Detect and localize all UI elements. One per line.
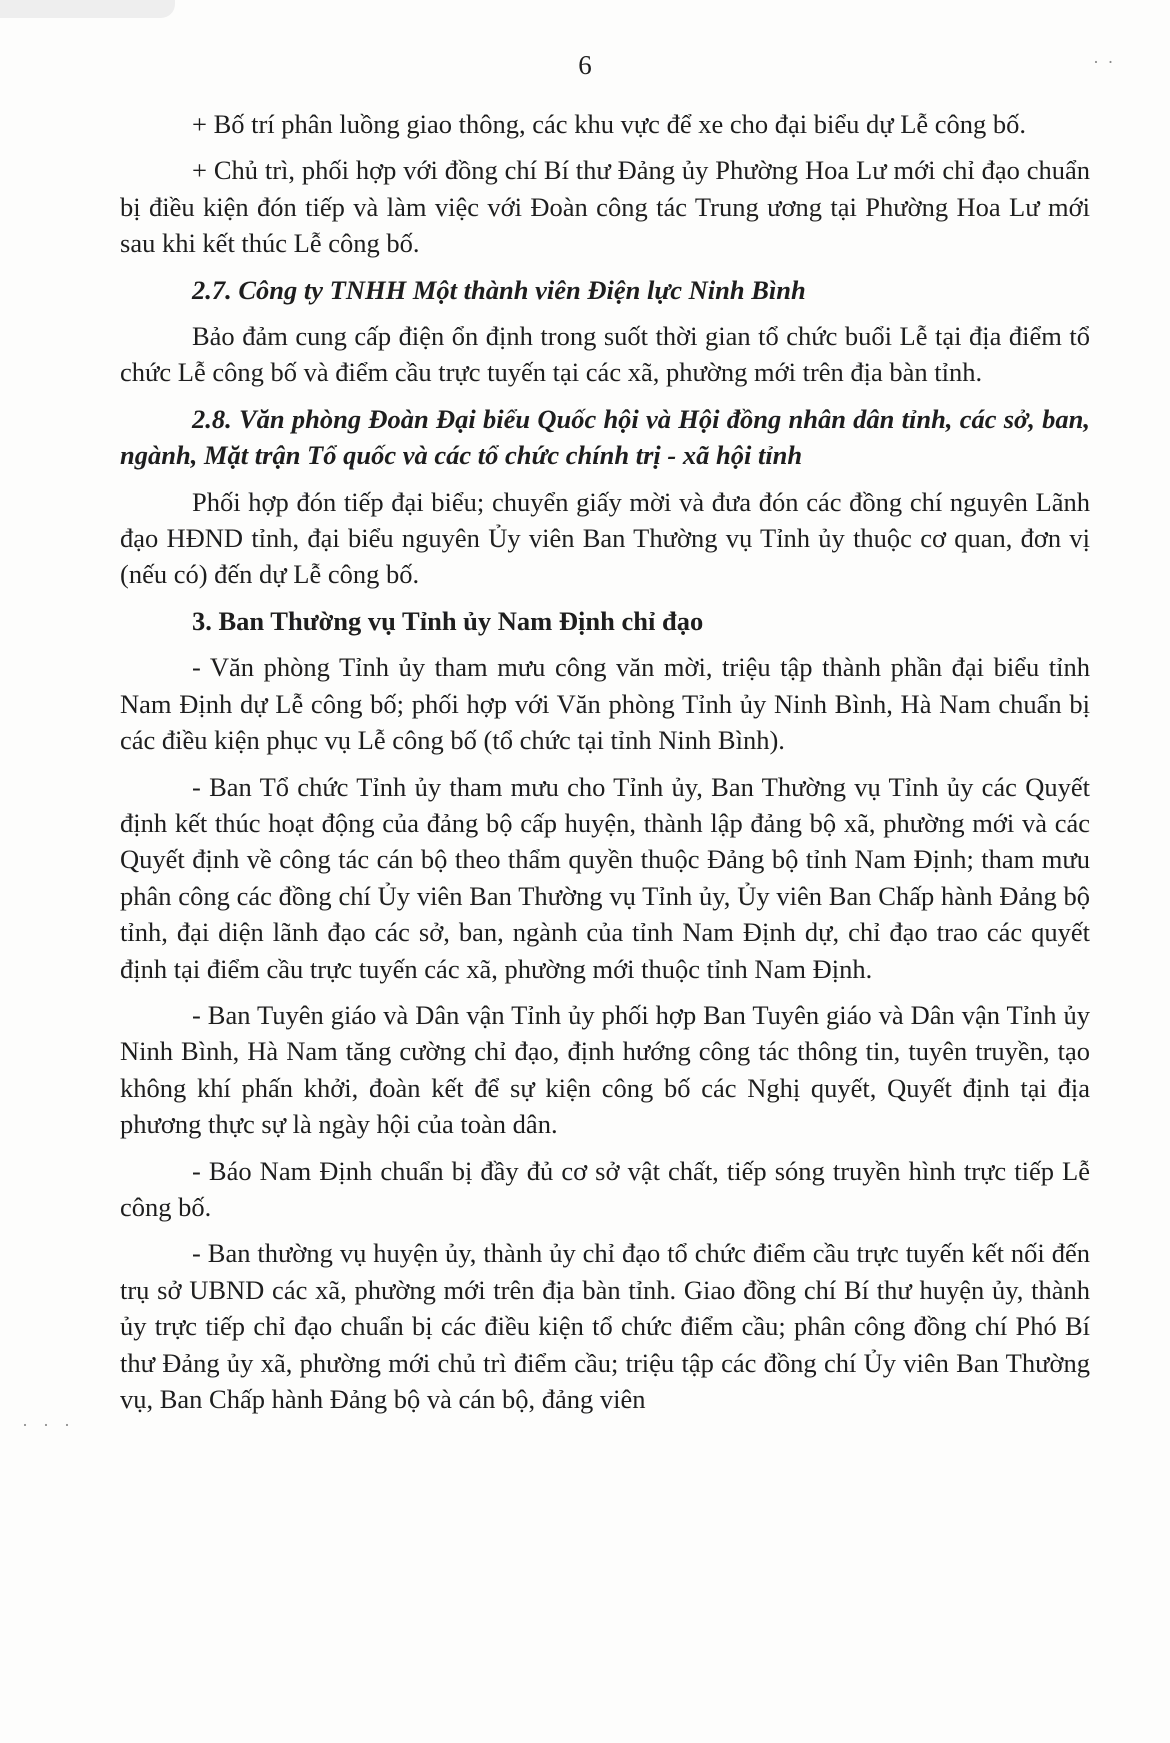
paragraph-organization-board: - Ban Tổ chức Tỉnh ủy tham mưu cho Tỉnh ủy, Ban Thường vụ Tỉnh ủy các Quyết định kết thúc hoạt động của đảng bộ cấp huyện, thành lập đảng bộ xã, phường mới và các Quyết định về công tác cán bộ theo thẩm quyền thuộc Đảng bộ tỉnh Nam Định; tham mưu phân công các đồng chí Ủy viên Ban Thường vụ Tỉnh ủy, Ủy viên Ban Chấp hành Đảng bộ tỉnh, đại diện lãnh đạo các sở, ban, ngành của tỉnh Nam Định dự, chỉ đạo trao các quyết định tại điểm cầu trực tuyến các xã, phường mới thuộc tỉnh Nam Định. (120, 771, 1090, 984)
scan-speck: · · · (22, 1415, 72, 1435)
paragraph-welcome-delegates: Phối hợp đón tiếp đại biểu; chuyển giấy mời và đưa đón các đồng chí nguyên Lãnh đạo HĐND tỉnh, đại biểu nguyên Ủy viên Ban Thường vụ Tỉnh ủy thuộc cơ quan, đơn vị (nếu có) đến dự Lễ công bố. (120, 486, 1090, 590)
paragraph-hoa-lu-reception: + Chủ trì, phối hợp với đồng chí Bí thư Đảng ủy Phường Hoa Lư mới chỉ đạo chuẩn bị điều kiện đón tiếp và làm việc với Đoàn công tác Trung ương tại Phường Hoa Lư mới sau khi kết thúc Lễ công bố. (120, 155, 1090, 259)
section-heading-2-8: 2.8. Văn phòng Đoàn Đại biểu Quốc hội và Hội đồng nhân dân tỉnh, các sở, ban, ngành, Mặt trận Tổ quốc và các tổ chức chính trị - xã hội tỉnh (120, 403, 1090, 471)
paragraph-nam-dinh-newspaper: - Báo Nam Định chuẩn bị đầy đủ cơ sở vật chất, tiếp sóng truyền hình trực tiếp Lễ công bố. (120, 1155, 1090, 1222)
paragraph-traffic-arrangement: + Bố trí phân luồng giao thông, các khu vực để xe cho đại biểu dự Lễ công bố. (192, 109, 1027, 139)
paragraph-district-committees: - Ban thường vụ huyện ủy, thành ủy chỉ đạo tổ chức điểm cầu trực tuyến kết nối đến trụ sở UBND các xã, phường mới trên địa bàn tỉnh. Giao đồng chí Bí thư huyện ủy, thành ủy trực tiếp chỉ đạo chuẩn bị các điều kiện tổ chức điểm cầu; phân công đồng chí Phó Bí thư Đảng ủy xã, phường mới chủ trì điểm cầu; triệu tập các đồng chí Ủy viên Ban Thường vụ, Ban Chấp hành Đảng bộ và cán bộ, đảng viên (120, 1238, 1090, 1414)
paragraph-provincial-office: - Văn phòng Tỉnh ủy tham mưu công văn mời, triệu tập thành phần đại biểu tỉnh Nam Định dự Lễ công bố; phối hợp với Văn phòng Tỉnh ủy Ninh Bình, Hà Nam chuẩn bị các điều kiện phục vụ Lễ công bố (tổ chức tại tỉnh Ninh Bình). (120, 652, 1090, 756)
paragraph-power-supply: Bảo đảm cung cấp điện ổn định trong suốt thời gian tổ chức buổi Lễ tại địa điểm tổ chức Lễ công bố và điểm cầu trực tuyến tại các xã, phường mới trên địa bàn tỉnh. (120, 321, 1090, 388)
document-body (120, 106, 1090, 1427)
section-heading-3: 3. Ban Thường vụ Tỉnh ủy Nam Định chỉ đạo (192, 605, 704, 636)
scan-speck: · · (1093, 52, 1116, 72)
paragraph-propaganda-board: - Ban Tuyên giáo và Dân vận Tỉnh ủy phối hợp Ban Tuyên giáo và Dân vận Tỉnh ủy Ninh Bình, Hà Nam tăng cường chỉ đạo, định hướng công tác thông tin, tuyên truyền, tạo không khí phấn khởi, đoàn kết để sự kiện công bố các Nghị quyết, Quyết định tại địa phương thực sự là ngày hội của toàn dân. (120, 999, 1090, 1140)
corner-shadow (0, 0, 175, 18)
section-heading-2-7: 2.7. Công ty TNHH Một thành viên Điện lực Ninh Bình (192, 274, 806, 305)
page-number: 6 (578, 50, 592, 80)
